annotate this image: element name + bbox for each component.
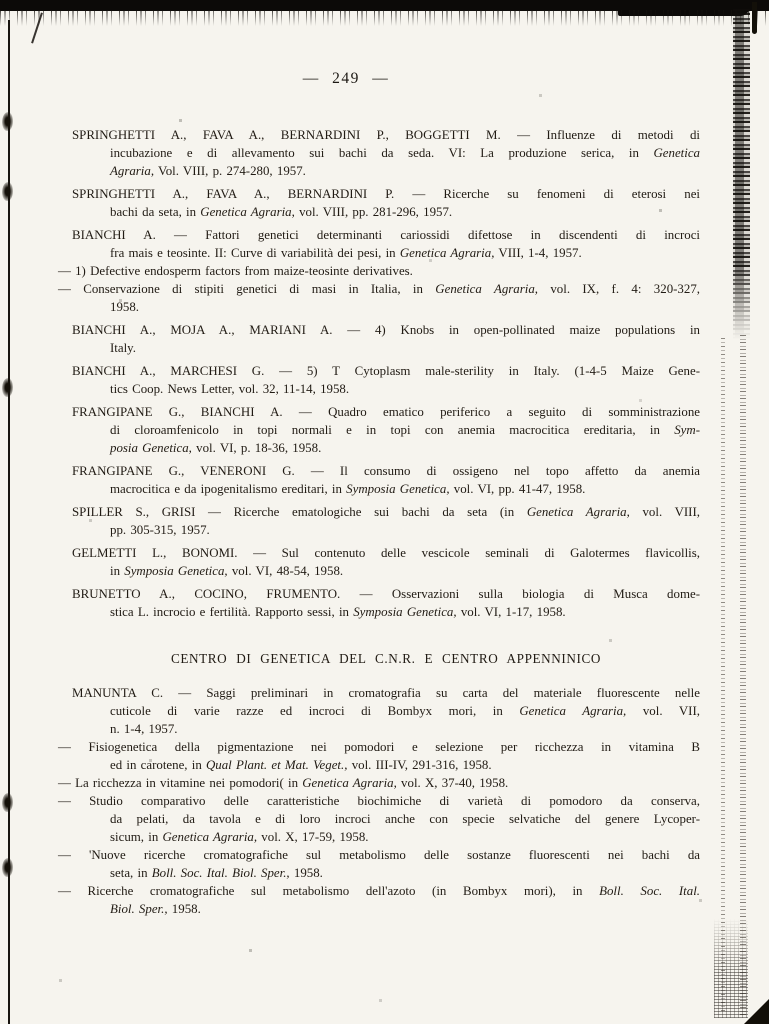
entry-line [72,126,700,144]
text-segment: vol. VIII, [629,505,700,519]
entry-line [72,462,700,480]
bibliography-entry [72,226,700,262]
page-number: — 249 — [302,70,390,87]
bibliography-entry [72,544,700,580]
text-segment: Symposia Genetica, [124,564,228,578]
entry-line [58,882,700,900]
text-segment: bachi da seta, in [110,205,201,219]
text-segment: Boll. Soc. Ital. [599,884,700,898]
entry-line [110,480,700,498]
text-segment: SPRINGHETTI A., FAVA A., BERNARDINI P. — Ricerche su fenomeni di eterosi nei [72,187,700,201]
text-segment: vol. X, 17-59, 1958. [257,830,369,844]
entry-line [110,203,700,221]
bibliography-entry [58,280,700,316]
section-heading: CENTRO DI GENETICA DEL C.N.R. E CENTRO APPENNINICO [170,651,602,666]
entry-line [110,339,700,357]
text-segment: di cloroamfenicolo in topi normali e in topi con anemia macrocitica ereditaria, in [110,423,675,437]
text-segment: vol. VI, 48-54, 1958. [227,564,344,578]
text-segment: vol. VI, p. 18-36, 1958. [191,441,322,455]
text-segment: vol. VI, 1-17, 1958. [456,605,566,619]
text-segment: seta, in [110,866,152,880]
scan-right-texture-stripe [721,335,725,1011]
text-segment: — Conservazione di stipiti genetici di masi in Italia, in [58,282,436,296]
scan-right-texture-bottom [714,918,748,1018]
entry-line [58,846,700,864]
entry-line [72,362,700,380]
text-segment: FRANGIPANE G., VENERONI G. — Il consumo di ossigeno nel topo affetto da anemia [72,464,700,478]
scan-bottom-right-corner-mark [744,999,769,1024]
text-segment: Italy. [110,341,137,355]
text-segment: n. 1-4, 1957. [110,722,178,736]
entry-line [110,421,700,439]
text-segment: pp. 305-315, 1957. [110,523,210,537]
text-segment: vol. IX, f. 4: 320-327, [538,282,700,296]
entry-line [110,702,700,720]
text-segment: — La ricchezza in vitamine nei pomodori( in [58,776,303,790]
text-segment: SPILLER S., GRISI — Ricerche ematologiche sui bachi da seta (in [72,505,527,519]
entry-line [110,900,700,918]
entry-line [72,226,700,244]
text-segment: Genetica Agraria, [200,205,295,219]
text-segment: FRANGIPANE G., BIANCHI A. — Quadro ematico periferico a seguito di somministrazione [72,405,700,419]
entry-line [72,544,700,562]
text-segment: vol. III-IV, 291-316, 1958. [347,758,492,772]
bibliography-entry [72,403,700,457]
text-segment: BRUNETTO A., COCINO, FRUMENTO. — Osservazioni sulla biologia di Musca dome- [72,587,700,601]
binding-knot [2,793,13,812]
bibliography-entry [58,262,700,280]
entry-line [110,720,700,738]
text-segment: 1958. [167,902,201,916]
bibliography-entry [72,684,700,738]
entry-line [58,774,700,792]
text-segment: fra mais e teosinte. II: Curve di variabilità dei pesi, in [110,246,400,260]
bibliography-entry [58,846,700,882]
text-segment: da pelati, da tavola e di loro incroci anche con specie selvatiche del genere Lycoper- [110,812,700,826]
entry-line [110,298,700,316]
text-segment: Genetica Agraria, [526,505,630,519]
text-segment: Biol. Sper., [110,902,168,916]
text-segment: vol. VII, [626,704,700,718]
entry-line [72,684,700,702]
entry-line [58,262,700,280]
text-segment: Genetica Agraria, [302,776,397,790]
text-segment: vol. VIII, pp. 281-296, 1957. [294,205,453,219]
text-segment: — Ricerche cromatografiche sul metabolismo dell'azoto (in Bombyx mori), in [58,884,600,898]
entry-line [110,380,700,398]
binding-knot [2,378,13,397]
scan-specks [0,0,1,1]
scan-right-texture-stripe [740,335,746,1015]
text-segment: Genetica Agraria, [399,246,495,260]
entry-line [110,439,700,457]
entry-line [110,864,700,882]
text-segment: Boll. Soc. Ital. Biol. Sper., [151,866,290,880]
binding-knot [2,112,13,131]
entry-line [58,792,700,810]
bibliography-entry [72,126,700,180]
scan-right-hook [752,2,757,34]
entry-line [110,810,700,828]
text-segment: sicum, in [110,830,163,844]
entry-line [110,828,700,846]
bibliography-entry [72,462,700,498]
text-segment: macrocitica e da ipogenitalismo ereditari, in [110,482,347,496]
text-segment: Sym- [674,423,700,437]
bibliography-entry [58,774,700,792]
entry-line [58,280,700,298]
bibliography-entry [72,362,700,398]
text-segment: VIII, 1-4, 1957. [494,246,582,260]
entry-line [110,603,700,621]
entry-line [110,244,700,262]
text-segment: MANUNTA C. — Saggi preliminari in cromatografia su carta del materiale fluorescente nelle [72,686,700,700]
text-segment: ed in carotene, in [110,758,206,772]
text-segment: BIANCHI A., MARCHESI G. — 5) T Cytoplasm male-sterility in Italy. (1-4-5 Maize Gene- [72,364,700,378]
text-segment: Qual Plant. et Mat. Veget., [205,758,348,772]
entry-line [72,321,700,339]
bibliography-content [58,126,700,918]
entry-line [110,144,700,162]
text-segment: Symposia Genetica, [346,482,450,496]
text-segment: Agraria, [110,164,155,178]
text-segment: Genetica Agraria, [435,282,538,296]
text-segment: cuticole di varie razze ed incroci di Bombyx mori, in [110,704,520,718]
text-segment: — 1) Defective endosperm factors from maize-teosinte derivatives. [58,264,413,278]
bibliography-entry [58,882,700,918]
text-segment: 1958. [110,300,140,314]
entry-line [58,738,700,756]
scan-top-fringe [0,10,769,26]
text-segment: SPRINGHETTI A., FAVA A., BERNARDINI P., BOGGETTI M. — Influenze di metodi di [72,128,700,142]
bibliography-entry [58,792,700,846]
binding-knot [2,858,13,877]
text-segment: incubazione e di allevamento sui bachi da seda. VI: La produzione serica, in [110,146,654,160]
text-segment: vol. X, 37-40, 1958. [396,776,509,790]
text-segment: — 'Nuove ricerche cromatografiche sul metabolismo delle sostanze fluorescenti nei bachi da [58,848,700,862]
text-segment: 1958. [289,866,323,880]
text-segment: Genetica Agraria, [519,704,627,718]
bibliography-entry [72,321,700,357]
entry-line [72,503,700,521]
text-segment: BIANCHI A. — Fattori genetici determinanti cariossidi difettose in discendenti di incroci [72,228,700,242]
bibliography-entry [72,585,700,621]
entry-line [72,585,700,603]
entry-line [110,756,700,774]
bibliography-entry [72,503,700,539]
text-segment: — Fisiogenetica della pigmentazione nei pomodori e selezione per ricchezza in vitamina B [58,740,700,754]
scan-right-texture-top [733,9,750,339]
entry-line [110,521,700,539]
text-segment: posia Genetica, [110,441,192,455]
text-segment: stica L. incrocio e fertilità. Rapporto sessi, in [110,605,354,619]
text-segment: BIANCHI A., MOJA A., MARIANI A. — 4) Knobs in open-pollinated maize populations in [72,323,700,337]
bibliography-entry [58,738,700,774]
text-segment: Genetica [653,146,700,160]
binding-knot [2,182,13,201]
text-segment: Vol. VIII, p. 274-280, 1957. [154,164,306,178]
bibliography-entry [72,185,700,221]
entry-line [72,185,700,203]
entry-line [110,562,700,580]
text-segment: Genetica Agraria, [162,830,258,844]
text-segment: in [110,564,125,578]
entry-line [110,162,700,180]
text-segment: Symposia Genetica, [353,605,457,619]
text-segment: — Studio comparativo delle caratteristiche biochimiche di varietà di pomodoro da conserva, [58,794,700,808]
text-segment: GELMETTI L., BONOMI. — Sul contenuto delle vescicole seminali di Galotermes flavicollis, [72,546,700,560]
entry-line [72,403,700,421]
text-segment: tics Coop. News Letter, vol. 32, 11-14, 1958. [110,382,350,396]
text-segment: vol. VI, pp. 41-47, 1958. [449,482,586,496]
